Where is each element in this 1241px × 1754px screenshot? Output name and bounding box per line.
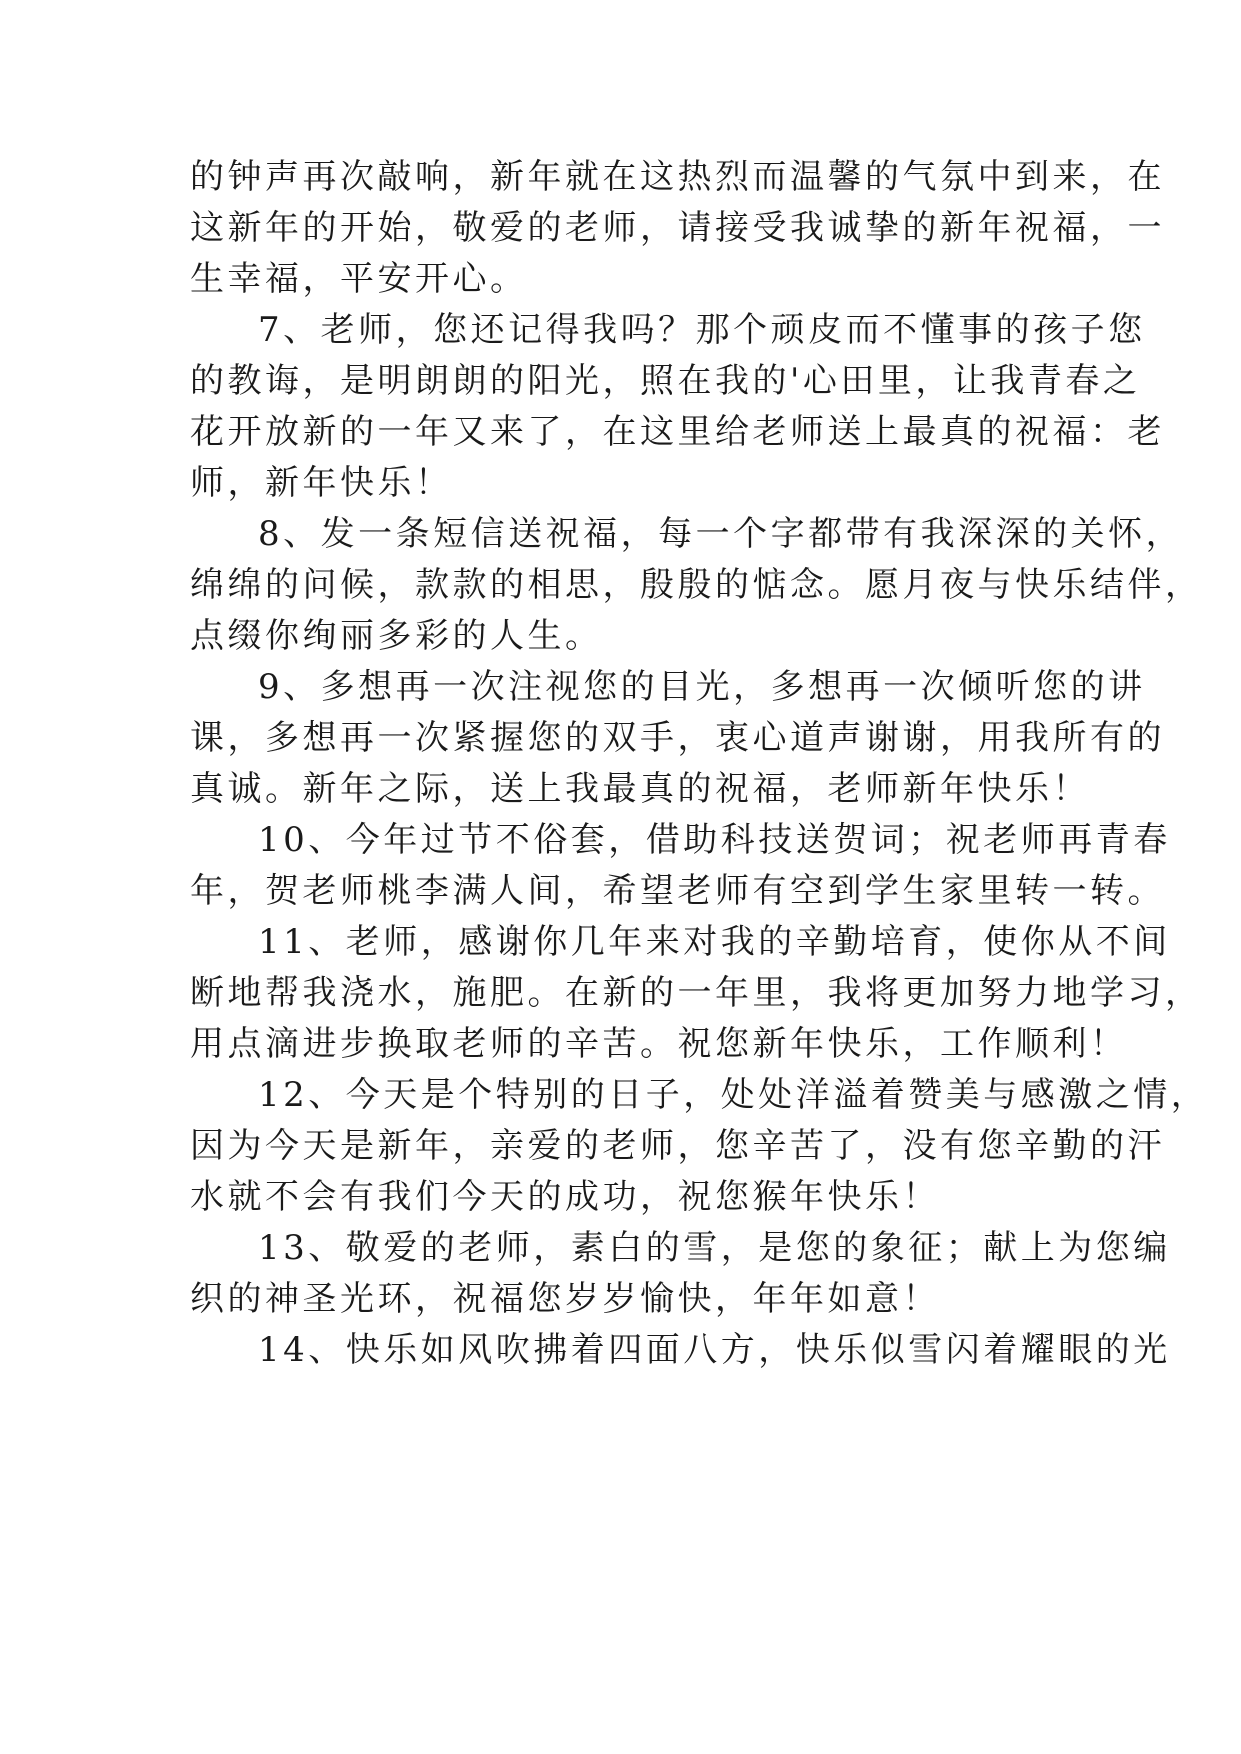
text-line: 断地帮我浇水，施肥。在新的一年里，我将更加努力地学习，	[190, 973, 1203, 1013]
paragraph-14-start: 14、快乐如风吹拂着四面八方，快乐似雪闪着耀眼的光	[258, 1330, 1171, 1370]
text-line: 水就不会有我们今天的成功，祝您猴年快乐！	[190, 1177, 940, 1217]
text-line: 用点滴进步换取老师的辛苦。祝您新年快乐，工作顺利！	[190, 1024, 1128, 1064]
text-line: 的钟声再次敲响，新年就在这热烈而温馨的气氛中到来，在	[190, 157, 1165, 197]
text-line: 生幸福，平安开心。	[190, 259, 528, 299]
text-line: 绵绵的问候，款款的相思，殷殷的惦念。愿月夜与快乐结伴，	[190, 565, 1203, 605]
paragraph-13-start: 13、敬爱的老师，素白的雪，是您的象征；献上为您编	[258, 1228, 1171, 1268]
text-line: 这新年的开始，敬爱的老师，请接受我诚挚的新年祝福，一	[190, 208, 1165, 248]
text-line: 真诚。新年之际，送上我最真的祝福，老师新年快乐！	[190, 769, 1090, 809]
paragraph-9-start: 9、多想再一次注视您的目光，多想再一次倾听您的讲	[258, 667, 1146, 707]
text-line: 课，多想再一次紧握您的双手，衷心道声谢谢，用我所有的	[190, 718, 1165, 758]
text-line: 点缀你绚丽多彩的人生。	[190, 616, 603, 656]
text-line: 师，新年快乐！	[190, 463, 453, 503]
paragraph-12-start: 12、今天是个特别的日子，处处洋溢着赞美与感激之情，	[258, 1075, 1209, 1115]
paragraph-10-start: 10、今年过节不俗套，借助科技送贺词；祝老师再青春	[258, 820, 1171, 860]
text-line: 因为今天是新年，亲爱的老师，您辛苦了，没有您辛勤的汗	[190, 1126, 1165, 1166]
text-line: 织的神圣光环，祝福您岁岁愉快，年年如意！	[190, 1279, 940, 1319]
text-line: 的教诲，是明朗朗的阳光，照在我的'心田里，让我青春之	[190, 361, 1141, 401]
text-line: 年，贺老师桃李满人间，希望老师有空到学生家里转一转。	[190, 871, 1165, 911]
paragraph-7-start: 7、老师，您还记得我吗？那个顽皮而不懂事的孩子您	[258, 310, 1146, 350]
text-line: 花开放新的一年又来了，在这里给老师送上最真的祝福：老	[190, 412, 1165, 452]
paragraph-8-start: 8、发一条短信送祝福，每一个字都带有我深深的关怀，	[258, 514, 1184, 554]
paragraph-11-start: 11、老师，感谢你几年来对我的辛勤培育，使你从不间	[258, 922, 1171, 962]
